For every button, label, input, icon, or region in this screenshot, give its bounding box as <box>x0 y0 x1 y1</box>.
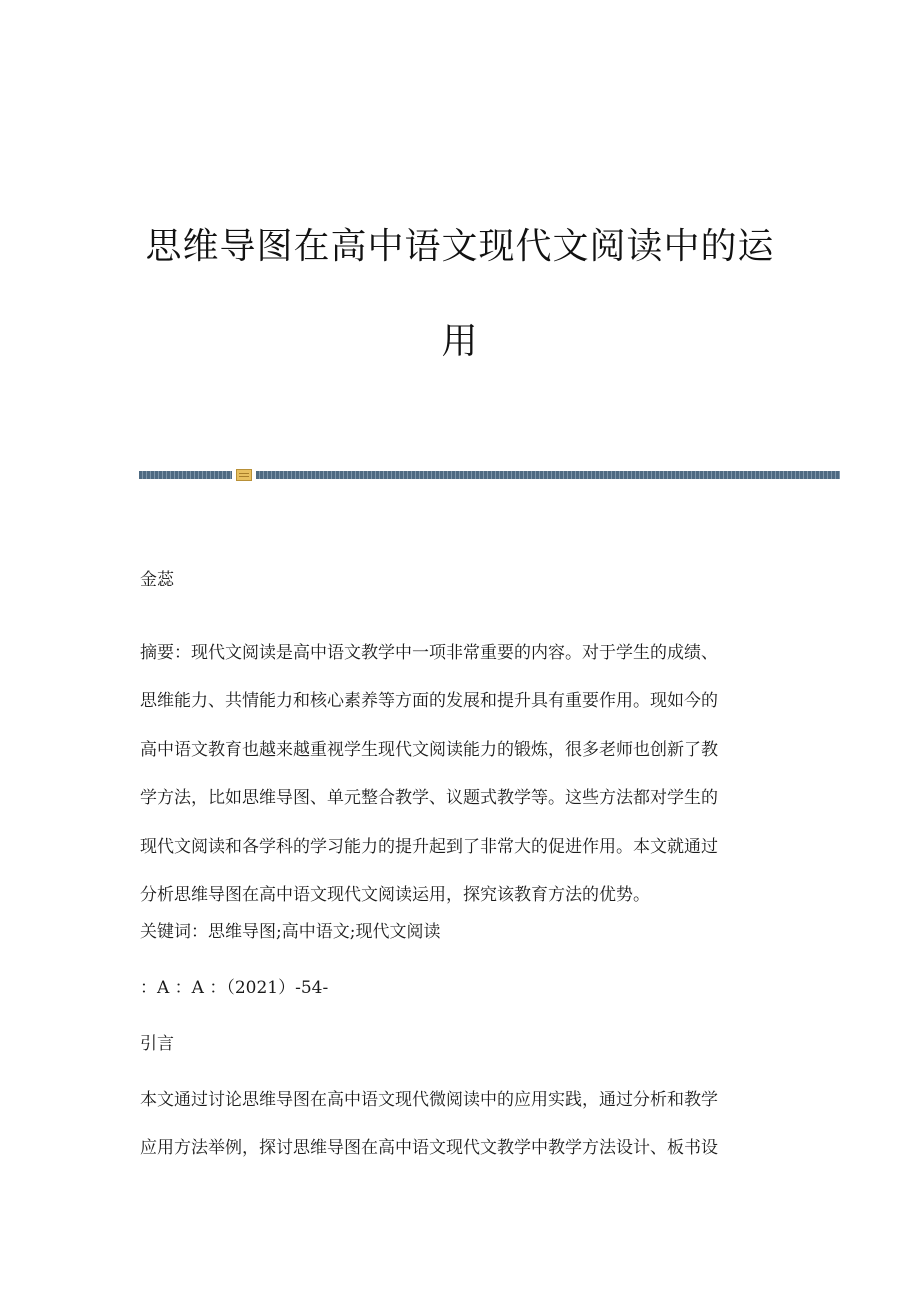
intro-paragraph <box>140 1092 780 1188</box>
abstract-line: 思维能力、共情能力和核心素养等方面的发展和提升具有重要作用。现如今的 <box>140 691 718 712</box>
title-line-1: 思维导图在高中语文现代文阅读中的运 <box>145 226 775 267</box>
divider-right <box>256 471 840 479</box>
abstract-line: 现代文阅读和各学科的学习能力的提升起到了非常大的促进作用。本文就通过 <box>140 836 718 857</box>
intro-heading: 引言 <box>140 1034 174 1054</box>
abstract-line: 摘要：现代文阅读是高中语文教学中一项非常重要的内容。对于学生的成绩、 <box>140 643 718 663</box>
envelope-icon <box>236 469 252 481</box>
title-line-2: 用 <box>441 321 479 362</box>
classification-line: ：A ：A ：（2021）-54- <box>140 978 329 998</box>
keywords: 关键词：思维导图;高中语文;现代文阅读 <box>140 922 441 942</box>
divider-left <box>139 471 232 479</box>
abstract-line: 高中语文教育也越来越重视学生现代文阅读能力的锻炼，很多老师也创新了教 <box>140 739 718 760</box>
abstract-line: 分析思维导图在高中语文现代文阅读运用，探究该教育方法的优势。 <box>140 884 650 905</box>
abstract-line: 学方法，比如思维导图、单元整合教学、议题式教学等。这些方法都对学生的 <box>140 788 718 809</box>
author-name: 金蕊 <box>140 570 174 590</box>
abstract <box>140 629 780 919</box>
intro-line: 应用方法举例，探讨思维导图在高中语文现代文教学中教学方法设计、板书设 <box>140 1138 718 1158</box>
intro-line: 本文通过讨论思维导图在高中语文现代微阅读中的应用实践，通过分析和教学 <box>140 1090 718 1110</box>
